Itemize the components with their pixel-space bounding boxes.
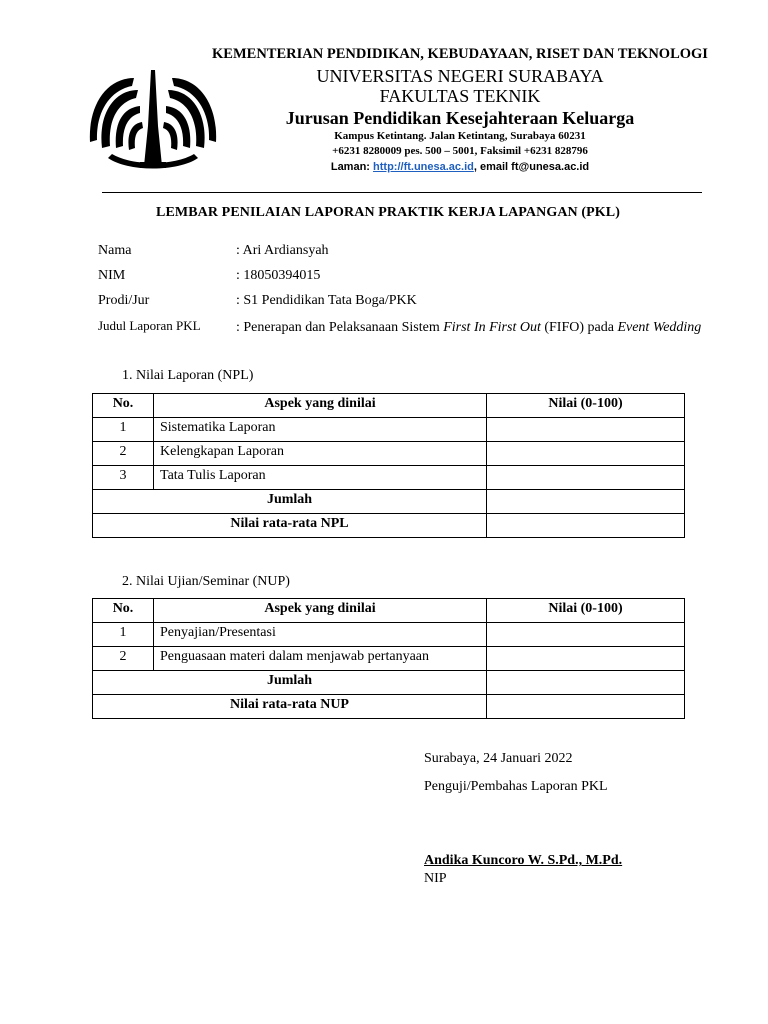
table-row [93, 418, 685, 442]
campus-address: Kampus Ketintang. Jalan Ketintang, Surabaya 60231 [334, 130, 586, 142]
total-label: Jumlah [93, 671, 487, 695]
header-no: No. [93, 394, 154, 418]
row-score-cell[interactable] [487, 466, 685, 490]
examiner-role: Penguji/Pembahas Laporan PKL [424, 779, 608, 794]
average-label: Nilai rata-rata NPL [93, 514, 487, 538]
examiner-name: Andika Kuncoro W. S.Pd., M.Pd. [424, 853, 623, 868]
header-aspect: Aspek yang dinilai [154, 599, 487, 623]
email-text: , email ft@unesa.ac.id [473, 161, 590, 173]
table-row [93, 623, 685, 647]
total-row [93, 671, 685, 695]
row-aspect: Tata Tulis Laporan [154, 466, 487, 490]
table-header-row [93, 599, 685, 623]
average-row [93, 514, 685, 538]
university-name: UNIVERSITAS NEGERI SURABAYA [316, 66, 604, 86]
prodi-label: Prodi/Jur [98, 293, 150, 308]
table-row [93, 647, 685, 671]
judul-text-2: (FIFO) pada [540, 320, 618, 335]
nama-label: Nama [98, 243, 132, 258]
table-header-row [93, 394, 685, 418]
department-name: Jurusan Pendidikan Kesejahteraan Keluarga [285, 108, 635, 128]
form-title: LEMBAR PENILAIAN LAPORAN PRAKTIK KERJA LAPANGAN (PKL) [156, 205, 620, 220]
nim-label: NIM [98, 268, 126, 283]
judul-italic-1: First In First Out [443, 320, 541, 335]
nup-table [92, 598, 685, 719]
website-label: Laman: [330, 161, 374, 173]
website-link[interactable]: http://ft.unesa.ac.id [373, 161, 474, 173]
website-line [160, 161, 760, 173]
judul-text-1: : Penerapan dan Pelaksanaan Sistem [236, 320, 444, 335]
table-row [93, 466, 685, 490]
header-no: No. [93, 599, 154, 623]
row-no: 3 [93, 466, 154, 490]
average-score-cell[interactable] [487, 695, 685, 719]
total-score-cell[interactable] [487, 490, 685, 514]
average-row [93, 695, 685, 719]
row-score-cell[interactable] [487, 442, 685, 466]
total-label: Jumlah [93, 490, 487, 514]
row-no: 1 [93, 418, 154, 442]
letterhead-divider [102, 192, 702, 193]
faculty-name: FAKULTAS TEKNIK [379, 86, 541, 106]
section-nup-title: 2. Nilai Ujian/Seminar (NUP) [122, 574, 290, 589]
judul-italic-2: Event Wedding [617, 320, 702, 335]
phone-fax: +6231 8280009 pes. 500 – 5001, Faksimil +6231 828796 [332, 145, 588, 157]
row-aspect: Sistematika Laporan [154, 418, 487, 442]
nim-value: : 18050394015 [236, 268, 321, 283]
row-score-cell[interactable] [487, 647, 685, 671]
table-row [93, 442, 685, 466]
header-aspect: Aspek yang dinilai [154, 394, 487, 418]
ministry-name: KEMENTERIAN PENDIDIKAN, KEBUDAYAAN, RISET DAN TEKNOLOGI [212, 46, 708, 62]
total-score-cell[interactable] [487, 671, 685, 695]
place-date: Surabaya, 24 Januari 2022 [424, 751, 573, 766]
header-score: Nilai (0-100) [487, 599, 685, 623]
row-no: 2 [93, 442, 154, 466]
examiner-nip: NIP [424, 871, 447, 886]
row-aspect: Kelengkapan Laporan [154, 442, 487, 466]
prodi-value: : S1 Pendidikan Tata Boga/PKK [236, 293, 417, 308]
row-score-cell[interactable] [487, 623, 685, 647]
judul-label: Judul Laporan PKL [98, 318, 201, 333]
nama-value: : Ari Ardiansyah [236, 243, 329, 258]
average-score-cell[interactable] [487, 514, 685, 538]
row-aspect: Penguasaan materi dalam menjawab pertanyaan [154, 647, 487, 671]
judul-value [236, 318, 706, 337]
header-score: Nilai (0-100) [487, 394, 685, 418]
section-npl-title: 1. Nilai Laporan (NPL) [122, 368, 254, 383]
row-no: 1 [93, 623, 154, 647]
row-score-cell[interactable] [487, 418, 685, 442]
total-row [93, 490, 685, 514]
row-no: 2 [93, 647, 154, 671]
row-aspect: Penyajian/Presentasi [154, 623, 487, 647]
average-label: Nilai rata-rata NUP [93, 695, 487, 719]
npl-table [92, 393, 685, 538]
